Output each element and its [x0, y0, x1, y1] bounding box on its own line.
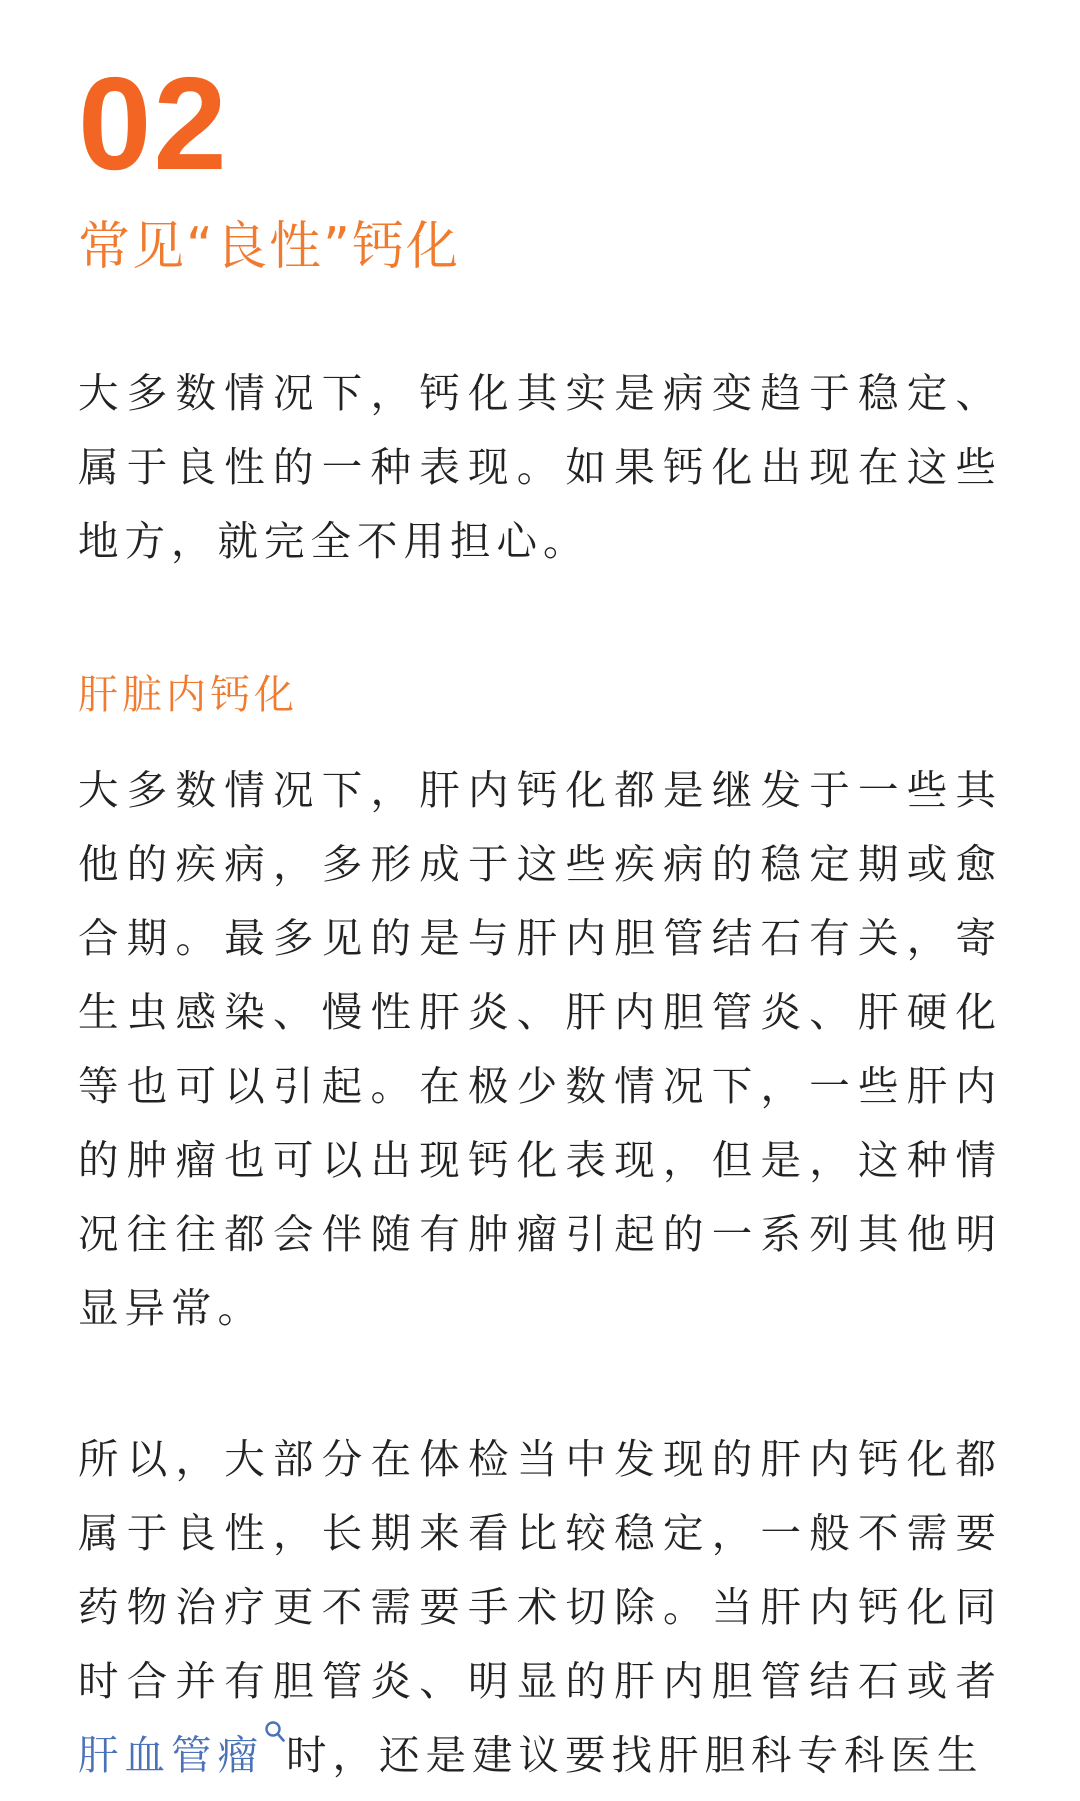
- summary-text-after: 时，还是建议要找肝胆科专科医生: [286, 1731, 984, 1779]
- liver-heading: 肝脏内钙化: [78, 672, 298, 718]
- intro-paragraph: 大多数情况下，钙化其实是病变趋于稳定、属于良性的一种表现。如果钙化出现在这些地方，就完全不用担心。: [78, 369, 1002, 565]
- section-number: 02: [78, 50, 229, 197]
- liver-paragraph: 大多数情况下，肝内钙化都是继发于一些其他的疾病，多形成于这些疾病的稳定期或愈合期。最多见的是与肝内胆管结石有关，寄生虫感染、慢性肝炎、肝内胆管炎、肝硬化等也可以引起。在极少数情况下，一些肝内的肿瘤也可以出现钙化表现，但是，这种情况往往都会伴随有肿瘤引起的一系列其他明显异常。: [78, 766, 1002, 1332]
- section-title: 常见“良性”钙化: [78, 217, 460, 277]
- liver-hemangioma-link[interactable]: 肝血管瘤: [78, 1731, 264, 1779]
- summary-paragraph: [78, 1422, 1002, 1792]
- summary-text-before: 所以，大部分在体检当中发现的肝内钙化都属于良性，长期来看比较稳定，一般不需要药物治疗更不需要手术切除。当肝内钙化同时合并有胆管炎、明显的肝内胆管结石或者: [78, 1435, 1002, 1705]
- search-icon[interactable]: [264, 1720, 286, 1750]
